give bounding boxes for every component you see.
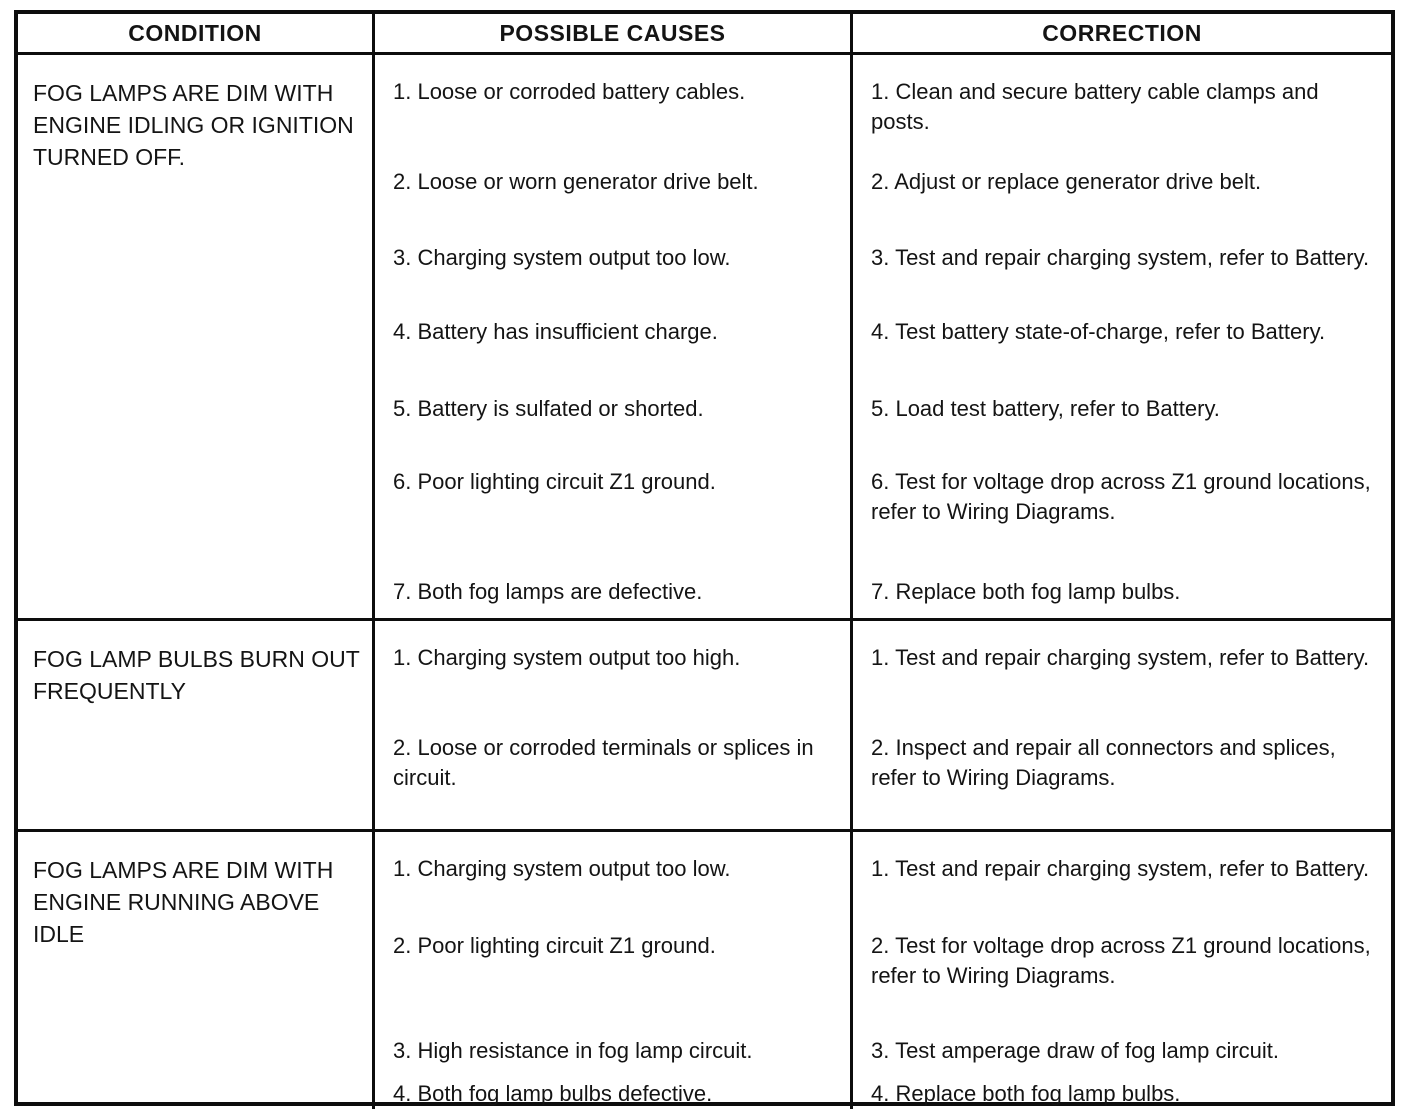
causes-cell: [372, 832, 850, 1109]
cause-item: 2. Loose or corroded terminals or splices in circuit.: [393, 735, 814, 790]
table-row: [18, 618, 1391, 829]
header-condition: CONDITION: [128, 19, 262, 46]
cause-item: 1. Charging system output too low.: [393, 856, 731, 881]
cause-item: 2. Poor lighting circuit Z1 ground.: [393, 933, 716, 958]
correction-item: 3. Test amperage draw of fog lamp circuit.: [871, 1038, 1280, 1063]
fog-lamp-diagnosis-table: [14, 10, 1395, 1106]
correction-item: 3. Test and repair charging system, refer to Battery.: [871, 245, 1370, 270]
cause-item: 2. Loose or worn generator drive belt.: [393, 169, 759, 194]
header-possible-causes: POSSIBLE CAUSES: [372, 14, 850, 52]
condition-cell: FOG LAMP BULBS BURN OUT FREQUENTLY: [33, 646, 360, 704]
condition-cell: FOG LAMPS ARE DIM WITH ENGINE RUNNING ABOVE IDLE: [33, 857, 334, 947]
causes-cell: [372, 55, 850, 618]
correction-cell: [850, 832, 1391, 1109]
cause-item: 6. Poor lighting circuit Z1 ground.: [393, 469, 716, 494]
correction-cell: [850, 55, 1391, 618]
correction-item: 2. Test for voltage drop across Z1 ground locations, refer to Wiring Diagrams.: [871, 933, 1371, 988]
cause-item: 7. Both fog lamps are defective.: [393, 579, 703, 604]
correction-cell: [850, 621, 1391, 829]
header-correction: CORRECTION: [850, 14, 1391, 52]
causes-cell: [372, 621, 850, 829]
cause-item: 5. Battery is sulfated or shorted.: [393, 396, 704, 421]
correction-item: 5. Load test battery, refer to Battery.: [871, 396, 1220, 421]
cause-item: 4. Both fog lamp bulbs defective.: [393, 1081, 713, 1106]
correction-item: 1. Test and repair charging system, refer to Battery.: [871, 856, 1370, 881]
correction-item: 1. Clean and secure battery cable clamps and posts.: [871, 79, 1319, 134]
cause-item: 4. Battery has insufficient charge.: [393, 319, 718, 344]
correction-item: 6. Test for voltage drop across Z1 ground locations, refer to Wiring Diagrams.: [871, 469, 1371, 524]
correction-item: 7. Replace both fog lamp bulbs.: [871, 579, 1181, 604]
table-row: [18, 55, 1391, 618]
correction-item: 2. Inspect and repair all connectors and splices, refer to Wiring Diagrams.: [871, 735, 1336, 790]
condition-cell: FOG LAMPS ARE DIM WITH ENGINE IDLING OR IGNITION TURNED OFF.: [33, 80, 354, 170]
cause-item: 1. Loose or corroded battery cables.: [393, 79, 746, 104]
cause-item: 3. High resistance in fog lamp circuit.: [393, 1038, 753, 1063]
table-header-row: [18, 14, 1391, 55]
table-row: [18, 829, 1391, 1109]
cause-item: 1. Charging system output too high.: [393, 645, 741, 670]
correction-item: 4. Replace both fog lamp bulbs.: [871, 1081, 1181, 1106]
correction-item: 4. Test battery state-of-charge, refer to Battery.: [871, 319, 1326, 344]
cause-item: 3. Charging system output too low.: [393, 245, 731, 270]
correction-item: 2. Adjust or replace generator drive belt.: [871, 169, 1262, 194]
correction-item: 1. Test and repair charging system, refer to Battery.: [871, 645, 1370, 670]
